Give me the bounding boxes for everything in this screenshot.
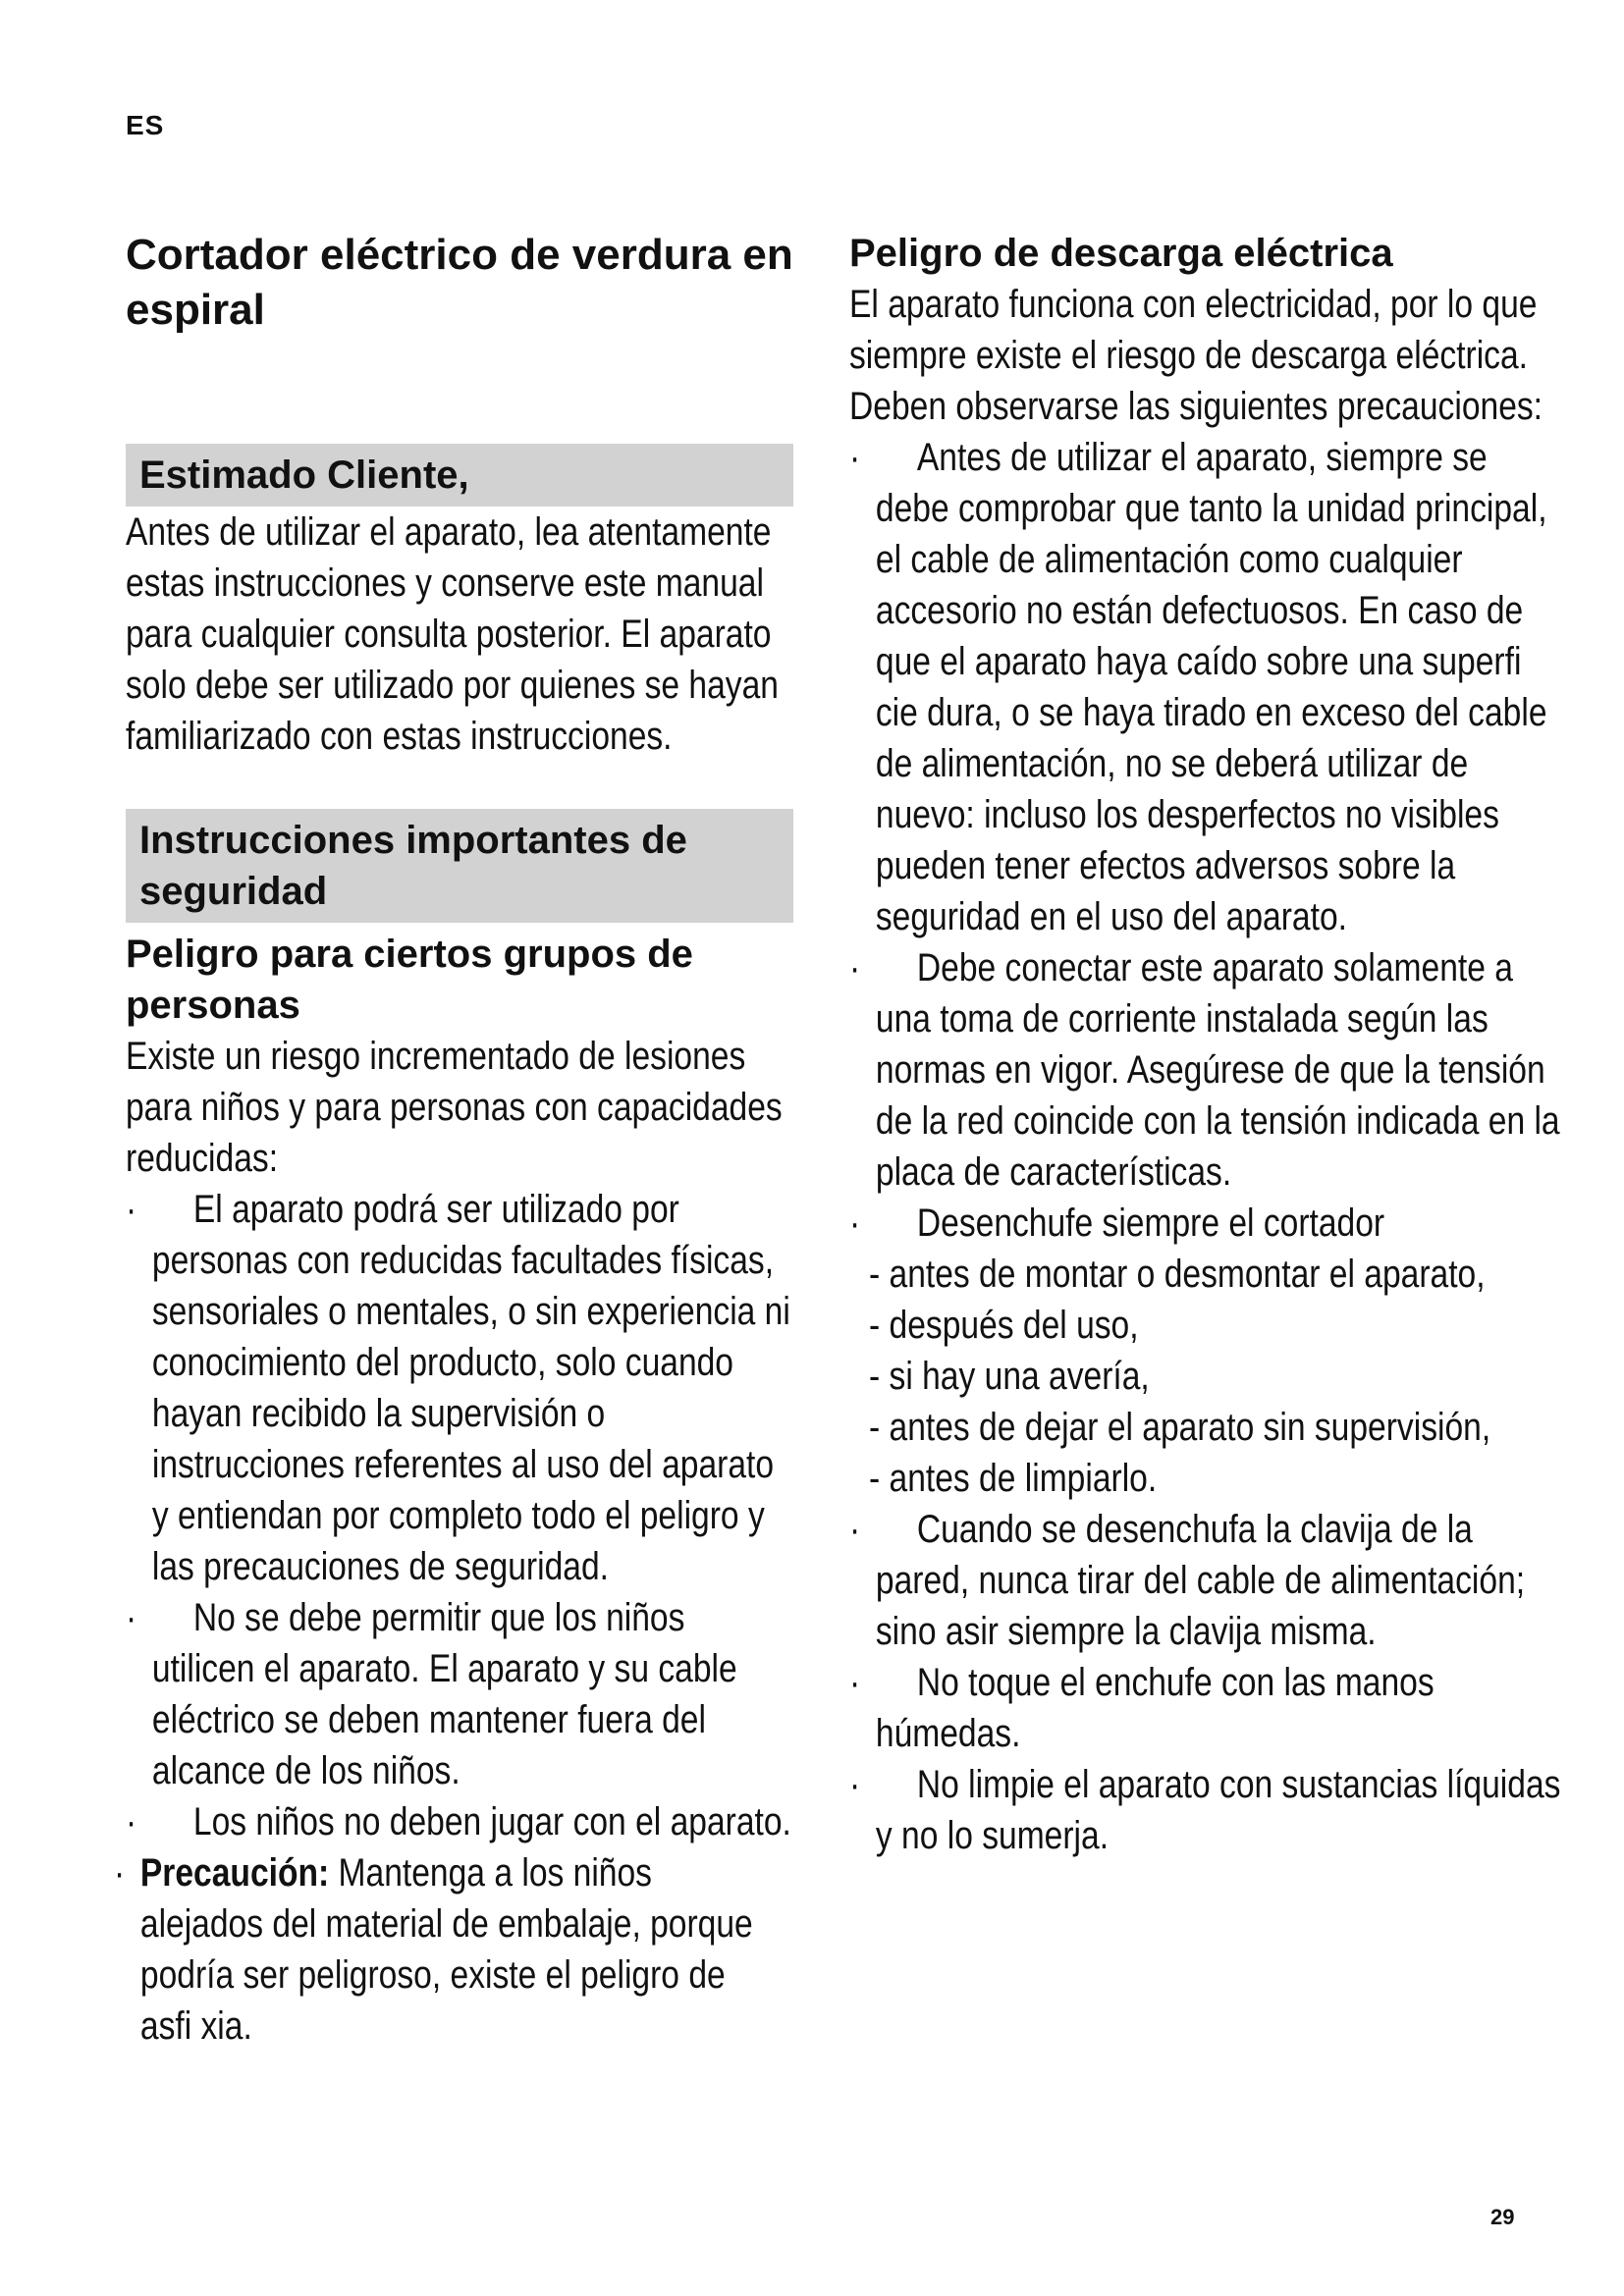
list-item (126, 1592, 791, 1796)
bullet-text: No toque el enchufe con las manos húmedas. (875, 1661, 1435, 1755)
bullet-icon: · (849, 436, 861, 479)
list-item (126, 1184, 791, 1592)
bullet-icon: · (126, 1596, 137, 1639)
safety-instructions-heading: Instrucciones importantes de seguridad (126, 809, 793, 923)
bullet-icon: · (126, 1188, 137, 1231)
electric-shock-intro: El aparato funciona con electricidad, por lo que siempre existe el riesgo de descarga eléctrica. Deben observarse las siguientes precauciones: (849, 283, 1543, 428)
list-item: - después del uso, (869, 1304, 1139, 1347)
bullet-icon: · (849, 946, 861, 989)
electric-shock-heading: Peligro de descarga eléctrica (849, 232, 1393, 275)
bullet-text: No se debe permitir que los niños utilicen el aparato. El aparato y su cable eléctrico se deben mantener fuera del alcance de los niños. (151, 1596, 737, 1792)
bullet-text: Debe conectar este aparato solamente a una toma de corriente instalada según las normas en vigor. Asegúrese de que la tensión de la red coincide con la tensión indicada en la placa de características. (875, 946, 1560, 1194)
bullet-text: Desenchufe siempre el cortador (916, 1201, 1385, 1245)
dear-customer-text: Antes de utilizar el aparato, lea atentamente estas instrucciones y conserve este manual para cualquier consulta posterior. El aparato solo debe ser utilizado por quienes se hayan familiarizado con estas instrucciones. (126, 510, 779, 758)
bullet-text: Cuando se desenchufa la clavija de la pared, nunca tirar del cable de alimentación; sino asir siempre la clavija misma. (875, 1508, 1526, 1653)
list-item (126, 1796, 791, 1847)
list-item: - antes de limpiarlo. (869, 1457, 1158, 1500)
bullet-icon: · (849, 1763, 861, 1806)
caution-item (114, 1847, 780, 2052)
caution-label: Precaución: (139, 1851, 330, 1895)
list-item (849, 432, 1562, 942)
list-item: - antes de dejar el aparato sin supervisión, (869, 1406, 1491, 1449)
groups-danger-heading: Peligro para ciertos grupos de personas (126, 933, 693, 1027)
bullet-text: Los niños no deben jugar con el aparato. (192, 1800, 791, 1843)
caution-text: Mantenga a los niños alejados del material de embalaje, porque podría ser peligroso, existe el peligro de asfi xia. (139, 1851, 753, 2048)
list-item (849, 1198, 1562, 1249)
document-title: Cortador eléctrico de verdura en espiral (126, 231, 793, 334)
bullet-text: El aparato podrá ser utilizado por personas con reducidas facultades físicas, sensoriales o mentales, o sin experiencia ni conocimiento del producto, solo cuando hayan recibido la supervisión o instrucciones referentes al uso del aparato y entiendan por completo todo el peligro y las precauciones de seguridad. (151, 1188, 790, 1588)
list-item (849, 1504, 1562, 1657)
list-item (849, 1657, 1562, 1759)
groups-danger-intro: Existe un riesgo incrementado de lesiones para niños y para personas con capacidades reducidas: (126, 1035, 783, 1180)
language-code: ES (126, 110, 165, 140)
list-item: - si hay una avería, (869, 1355, 1150, 1398)
unplug-list (869, 1249, 1566, 1504)
right-column (849, 228, 1566, 1861)
bullet-text: No limpie el aparato con sustancias líquidas y no lo sumerja. (875, 1763, 1561, 1857)
dear-customer-heading: Estimado Cliente, (126, 444, 793, 507)
page-number: 29 (1490, 2205, 1515, 2229)
bullet-icon: · (126, 1800, 137, 1843)
bullet-text: Antes de utilizar el aparato, siempre se debe comprobar que tanto la unidad principal, el cable de alimentación como cualquier accesorio no están defectuosos. En caso de que el aparato haya caído sobre una superfi cie dura, o se haya tirado en exceso del cable de alimentación, no se deberá utilizar de nuevo: incluso los desperfectos no visibles pueden tener efectos adversos sobre la seguridad en el uso del aparato. (875, 436, 1547, 938)
bullet-icon: · (849, 1201, 861, 1245)
left-column (114, 228, 793, 2052)
list-item (849, 942, 1562, 1198)
bullet-icon: · (114, 1851, 126, 1895)
list-item: - antes de montar o desmontar el aparato, (869, 1253, 1486, 1296)
bullet-icon: · (849, 1508, 861, 1551)
list-item (849, 1759, 1562, 1861)
bullet-icon: · (849, 1661, 861, 1704)
